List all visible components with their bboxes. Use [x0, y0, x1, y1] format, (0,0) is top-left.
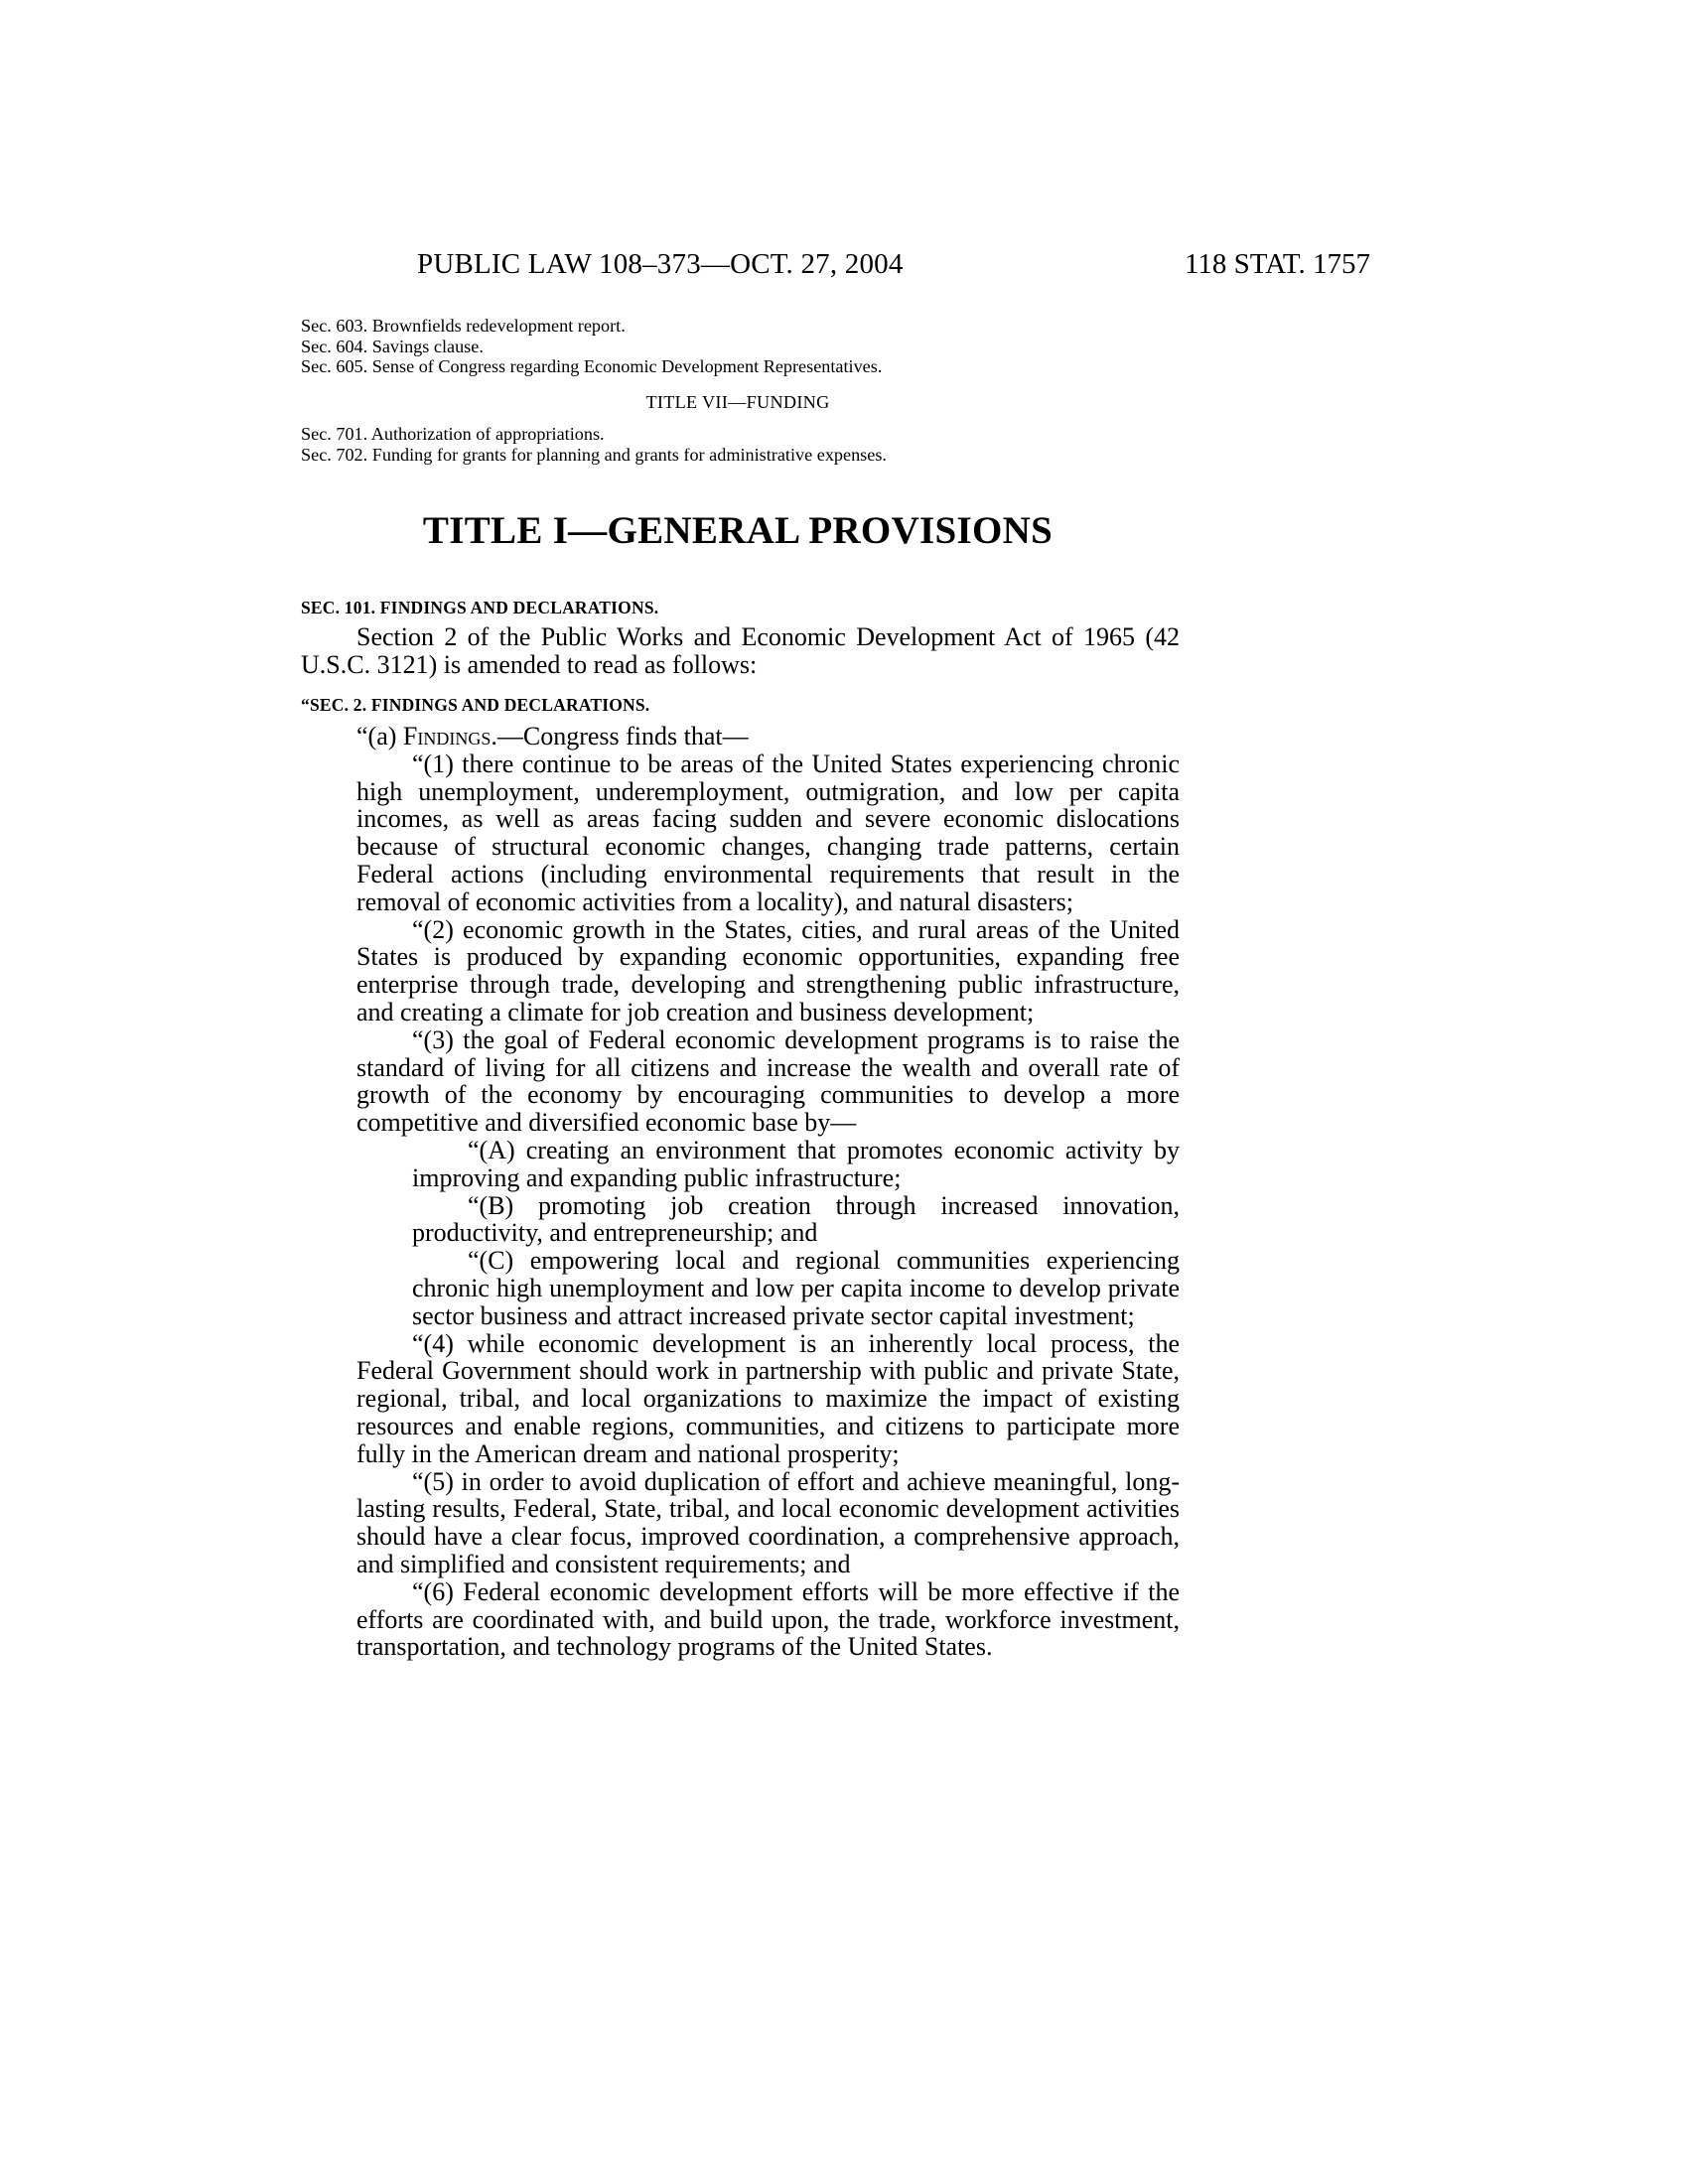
findings-label: Findings — [402, 722, 492, 751]
toc-title-vii: TITLE VII—FUNDING — [645, 391, 830, 412]
table-of-contents — [301, 316, 1175, 465]
findings-list — [301, 751, 1180, 1661]
finding-3-subparagraphs — [356, 1137, 1180, 1330]
section-101-heading: SEC. 101. FINDINGS AND DECLARATIONS. — [301, 598, 659, 617]
finding-6: “(6) Federal economic development efforts will be more effective if the efforts are coordinated with, and build upon, the trade, workforce investment, transportation, and technology programs of the United States. — [356, 1576, 1180, 1662]
finding-5: “(5) in order to avoid duplication of effort and achieve meaningful, long-lasting results, Federal, State, tribal, and local economic development activities should have a clear focus, improved coordination, a comprehensive approach, and simplified and consistent requirements; and — [356, 1466, 1180, 1578]
toc-sec-702: Sec. 702. Funding for grants for planning and grants for administrative expenses. — [301, 444, 887, 465]
toc-sec-604: Sec. 604. Savings clause. — [301, 336, 484, 356]
title-heading: TITLE I—GENERAL PROVISIONS — [422, 509, 1054, 552]
finding-3-b: “(B) promoting job creation through increased innovation, productivity, and entrepreneurship; and — [412, 1190, 1180, 1248]
header-stat-page: 118 STAT. 1757 — [1185, 248, 1370, 280]
toc-sec-701: Sec. 701. Authorization of appropriations. — [301, 424, 605, 444]
finding-1: “(1) there continue to be areas of the United States experiencing chronic high unemployment, underemployment, outmigration, and low per capita incomes, as well as areas facing sudden and severe economic dislocations because of structural economic changes, changing trade patterns, certain Federal actions (including environmental requirements that result in the removal of economic activities from a locality), and natural disasters; — [356, 749, 1180, 916]
running-header — [298, 248, 1370, 288]
header-public-law: PUBLIC LAW 108–373—OCT. 27, 2004 — [417, 248, 904, 280]
finding-2: “(2) economic growth in the States, cities, and rural areas of the United States is produced by expanding economic opportunities, expanding free enterprise through trade, developing and strengthening public infrastructure, and creating a climate for job creation and business development; — [356, 914, 1180, 1026]
finding-3-a: “(A) creating an environment that promotes economic activity by improving and expanding public infrastructure; — [412, 1135, 1180, 1192]
findings-lead — [301, 723, 1180, 751]
finding-4: “(4) while economic development is an inherently local process, the Federal Government should work in partnership with public and private State, regional, tribal, and local organizations to maximize the impact of existing resources and enable regions, communities, and citizens to participate more fully in the American dream and national prosperity; — [356, 1328, 1180, 1468]
toc-sec-603: Sec. 603. Brownfields redevelopment report. — [301, 316, 626, 336]
finding-3-c: “(C) empowering local and regional communities experiencing chronic high unemployment and low per capita income to develop private sector business and attract increased private sector capital investment; — [412, 1246, 1180, 1330]
findings-rest: .—Congress finds that— — [491, 722, 749, 751]
finding-3: “(3) the goal of Federal economic development programs is to raise the standard of living for all citizens and increase the wealth and overall rate of growth of the economy by encouraging communities to develop a more competitive and diversified economic base by— — [356, 1024, 1180, 1138]
section-101-intro — [301, 623, 1180, 679]
findings-prefix: “(a) — [356, 722, 403, 751]
section-2-heading: “SEC. 2. FINDINGS AND DECLARATIONS. — [301, 695, 650, 715]
section-2-body — [301, 723, 1180, 1661]
toc-sec-605: Sec. 605. Sense of Congress regarding Economic Development Representatives. — [301, 356, 883, 376]
intro-paragraph: Section 2 of the Public Works and Economic Development Act of 1965 (42 U.S.C. 3121) is amended to read as follows: — [301, 622, 1180, 679]
